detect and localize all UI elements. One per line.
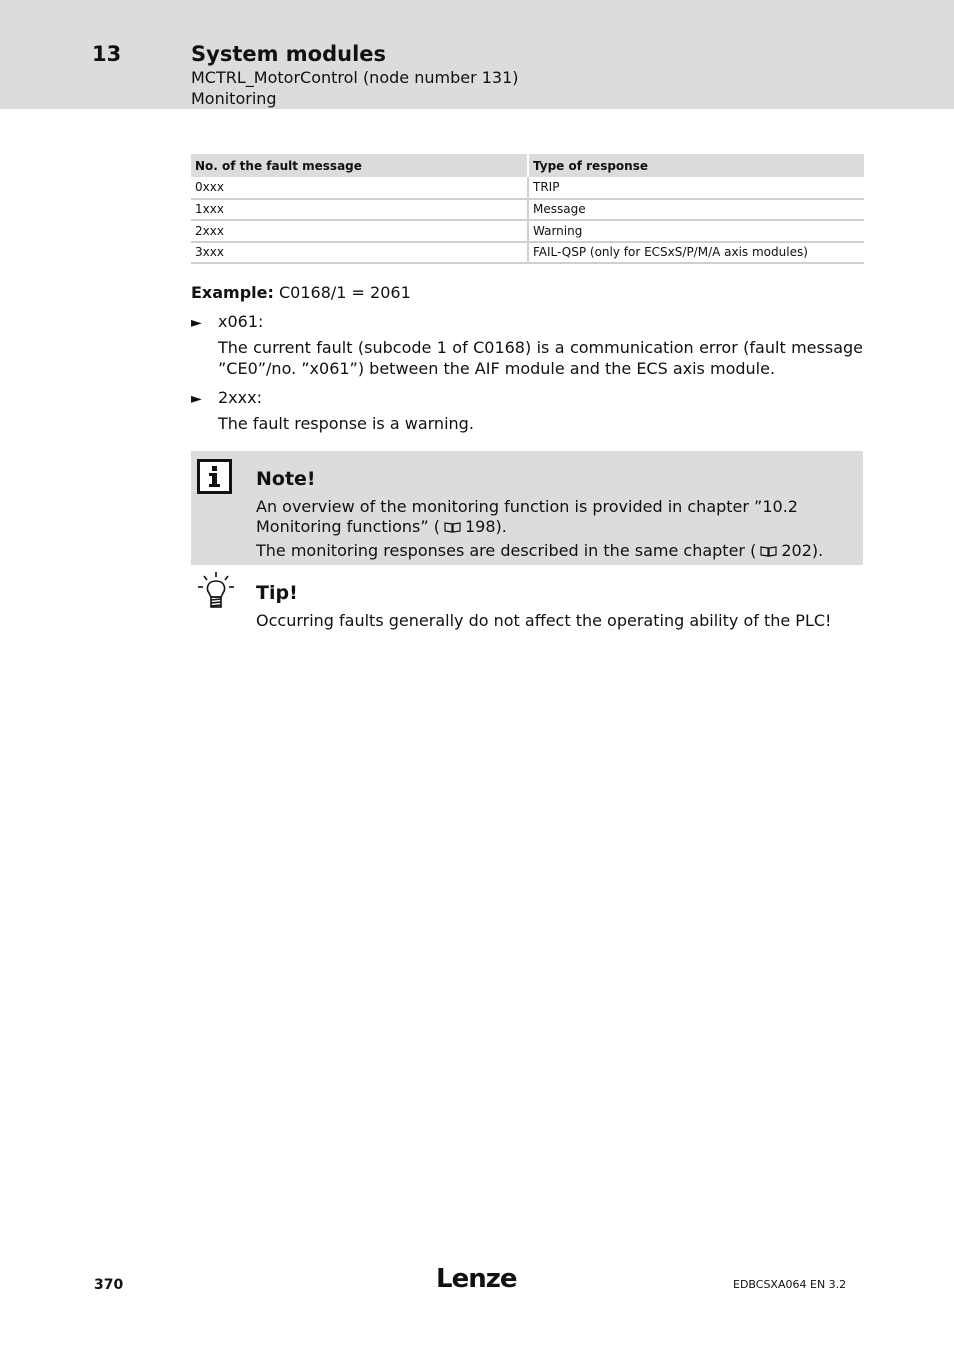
example-value: C0168/1 = 2061 — [279, 283, 411, 302]
table-cell: Message — [528, 199, 864, 221]
bullet-term: x061: — [218, 312, 264, 331]
table-cell: 3xxx — [191, 242, 528, 264]
page-reference[interactable]: 198 — [464, 517, 496, 536]
table-header-cell: No. of the fault message — [191, 154, 528, 177]
chapter-title: System modules — [191, 42, 387, 66]
tip-text: Occurring faults generally do not affect the operating ability of the PLC! — [256, 611, 832, 630]
subsection-subtitle: Monitoring — [191, 89, 277, 108]
table-header-cell: Type of response — [528, 154, 864, 177]
page-reference[interactable]: 202 — [781, 541, 812, 560]
table-row — [191, 220, 864, 242]
table-cell: FAIL-QSP (only for ECSxS/P/M/A axis modules) — [528, 242, 864, 264]
table-cell: 2xxx — [191, 220, 528, 242]
table-cell: 0xxx — [191, 177, 528, 199]
example-label: Example: — [191, 283, 274, 302]
note-text: Monitoring functions” ( — [256, 517, 440, 536]
note-text: ). — [811, 541, 824, 560]
table-row — [191, 242, 864, 264]
header-band — [0, 0, 954, 109]
note-text: The monitoring responses are described in the same chapter ( — [256, 541, 757, 560]
lenze-logo: Lenze — [436, 1264, 517, 1294]
table-cell: TRIP — [528, 177, 864, 199]
fault-response-table — [191, 154, 864, 264]
table-row — [191, 177, 864, 199]
book-icon — [760, 546, 777, 557]
tip-title: Tip! — [256, 582, 298, 604]
page-number: 370 — [94, 1277, 124, 1293]
chapter-number: 13 — [92, 42, 122, 66]
bullet-description: The current fault (subcode 1 of C0168) is a communication error (fault message ”CE0”/no. ”x061”) between the AIF module and the ECS axis module. — [218, 338, 863, 378]
bullet-term: 2xxx: — [218, 388, 262, 407]
section-subtitle: MCTRL_MotorControl (node number 131) — [191, 68, 519, 87]
book-icon — [444, 522, 461, 533]
note-text: ). — [495, 517, 507, 536]
lightbulb-icon — [196, 571, 236, 611]
info-icon — [197, 459, 232, 494]
note-line: An overview of the monitoring function is provided in chapter ”10.2 — [256, 497, 798, 516]
table-row — [191, 199, 864, 221]
document-code: EDBCSXA064 EN 3.2 — [733, 1278, 847, 1291]
bullet-marker: ► — [191, 315, 202, 331]
example-line — [191, 283, 411, 302]
table-cell: 1xxx — [191, 199, 528, 221]
note-line — [256, 517, 507, 536]
table-header-row — [191, 154, 864, 177]
note-title: Note! — [256, 468, 316, 490]
note-line — [256, 541, 823, 560]
table-cell: Warning — [528, 220, 864, 242]
bullet-marker: ► — [191, 391, 202, 407]
bullet-description: The fault response is a warning. — [218, 414, 474, 433]
